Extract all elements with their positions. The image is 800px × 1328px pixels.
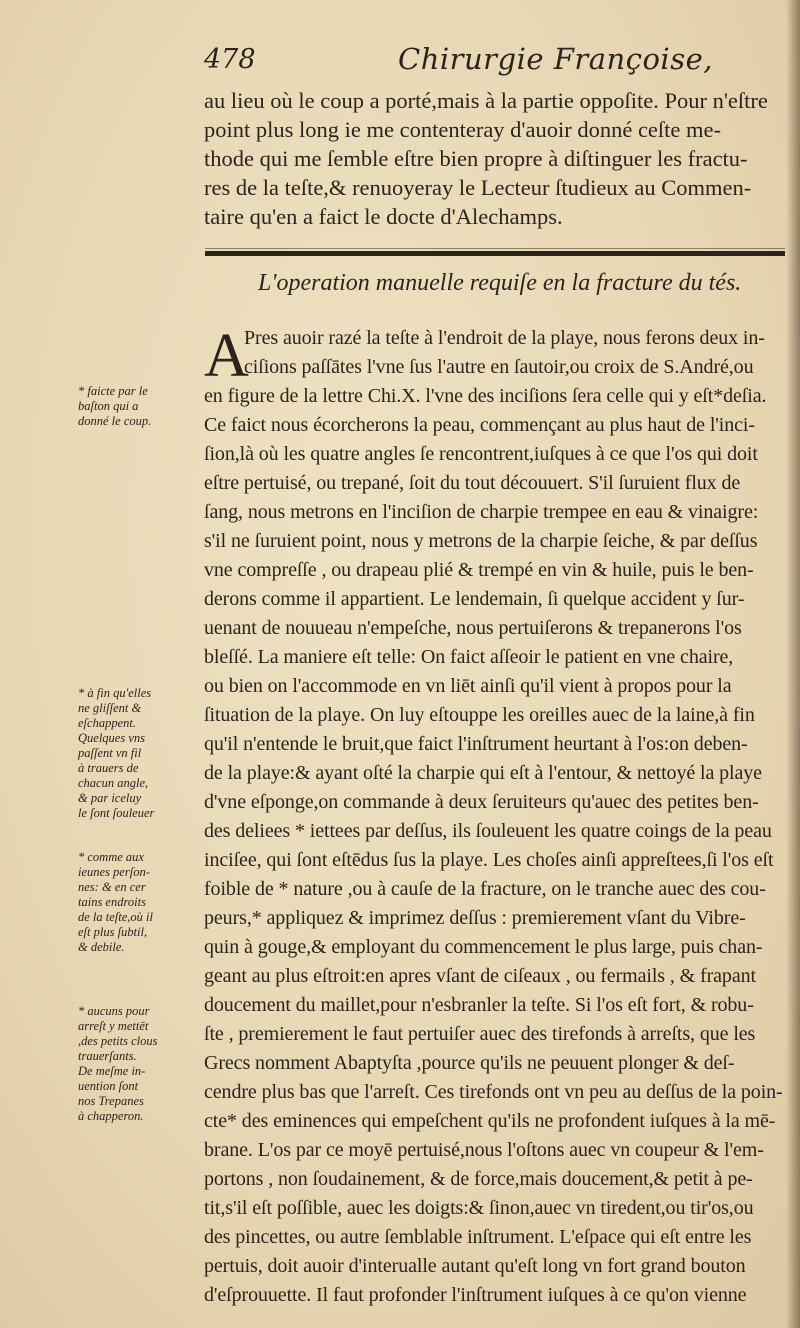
text-line: au lieu où le coup a porté,mais à la partie oppoſite. Pour n'eſtre (204, 88, 768, 113)
running-title: Chirurgie Françoise, (398, 42, 713, 76)
text-line: inciſee, qui ſont eſtēdus ſus la playe. Les choſes ainſi appreſtees,ſi l'os eſt (204, 849, 774, 871)
text-line: Grecs nomment Abaptyſta ,pource qu'ils ne peuuent plonger & deſ- (204, 1052, 735, 1074)
margin-note-line: à chapperon. (78, 1109, 144, 1123)
text-line: derons comme il appartient. Le lendemain, ſi quelque accident y ſur- (204, 588, 745, 610)
text-line: tit,s'il eſt poſſible, auec les doigts:& ſinon,auec vn tiredent,ou tir'os,ou (204, 1197, 754, 1219)
text-line: ſion,là où les quatre angles ſe rencontrent,iuſques à ce que l'os qui doit (204, 443, 758, 465)
margin-note-line: de la teſte,où il (78, 910, 153, 924)
margin-note-line: ,des petits clous (78, 1034, 158, 1048)
section-title: L'operation manuelle requiſe en la fracture du tés. (258, 270, 742, 296)
margin-note-line: paſſent vn fil (78, 746, 142, 760)
margin-note-line: uention ſont (78, 1079, 139, 1093)
text-line: taire qu'en a faict le docte d'Alechamps. (204, 204, 563, 229)
text-line: Ce faict nous écorcherons la peau, commençant au plus haut de l'inci- (204, 414, 755, 436)
margin-note (78, 850, 202, 955)
section-divider (205, 251, 785, 256)
top-paragraph (204, 86, 794, 231)
margin-note (78, 1004, 202, 1124)
text-line: doucement du maillet,pour n'esbranler la teſte. Si l'os eſt fort, & robu- (204, 994, 754, 1016)
margin-note-line: tains endroits (78, 895, 146, 909)
drop-capital: A (204, 322, 249, 390)
text-line: res de la teſte,& renuoyeray le Lecteur ſtudieux au Commen- (204, 175, 752, 200)
margin-note-line: trauerſants. (78, 1049, 137, 1063)
margin-note-line: * comme aux (78, 850, 144, 864)
text-line: ſituation de la playe. On luy eſtouppe les oreilles auec de la laine,à fin (204, 704, 755, 726)
margin-note-line: * aucuns pour (78, 1004, 150, 1018)
margin-note-line: arreſt y mettēt (78, 1019, 149, 1033)
text-line: ou bien on l'accommode en vn liēt ainſi qu'il vient à propos pour la (204, 675, 732, 697)
text-line: vne compreſſe , ou drapeau plié & trempé en vin & huile, puis le ben- (204, 559, 754, 581)
margin-note-line: * à fin qu'elles (78, 686, 152, 700)
text-line: pertuis, doit auoir d'interualle autant qu'eſt long vn fort grand bouton (204, 1255, 746, 1277)
page-number: 478 (204, 44, 256, 75)
margin-note (78, 686, 202, 821)
text-line: cendre plus bas que l'arreſt. Ces tirefonds ont vn peu au deſſus de la poin- (204, 1081, 783, 1103)
text-line: Pres auoir razé la teſte à l'endroit de la playe, nous ferons deux in- (244, 327, 765, 349)
margin-note-line: ne gliſſent & (78, 701, 142, 715)
margin-note-line: De meſme in- (78, 1064, 146, 1078)
margin-note-line: nos Trepanes (78, 1094, 144, 1108)
text-line: foible de * nature ,ou à cauſe de la fracture, on le tranche auec des cou- (204, 878, 766, 900)
text-line: d'eſprouuette. Il faut profonder l'inſtrument iuſques à ce qu'on vienne (204, 1284, 747, 1306)
text-line: cte* des eminences qui empeſchent qu'ils ne profondent iuſques à la mē- (204, 1110, 776, 1132)
text-line: des deliees * iettees par deſſus, ils ſouleuent les quatre coings de la peau (204, 820, 772, 842)
text-line: portons , non ſoudainement, & de force,mais doucement,& petit à pe- (204, 1168, 753, 1190)
margin-note-line: eſt plus ſubtil, (78, 925, 148, 939)
margin-note-line: donné le coup. (78, 414, 152, 428)
text-line: s'il ne ſuruient point, nous y metrons de la charpie ſeiche, & par deſſus (204, 530, 758, 552)
text-line: peurs,* appliquez & imprimez deſſus : premierement vſant du Vibre- (204, 907, 746, 929)
text-line: brane. L'os par ce moyē pertuisé,nous l'oſtons auec vn coupeur & l'em- (204, 1139, 764, 1161)
margin-note-line: Quelques vns (78, 731, 145, 745)
margin-note-line: eſchappent. (78, 716, 136, 730)
text-line: de la playe:& ayant oſté la charpie qui eſt à l'entour, & nettoyé la playe (204, 762, 762, 784)
text-line: uenant de nouueau n'empeſche, nous pertuiſerons & trepanerons l'os (204, 617, 742, 639)
margin-note-line: * faicte par le (78, 384, 148, 398)
text-line: des pincettes, ou autre ſemblable inſtrument. L'eſpace qui eſt entre les (204, 1226, 752, 1248)
text-line: bleſſé. La maniere eſt telle: On faict aſſeoir le patient en vne chaire, (204, 646, 734, 668)
text-line: qu'il n'entende le bruit,que faict l'inſtrument heurtant à l'os:on deben- (204, 733, 748, 755)
text-line: eſtre pertuisé, ou trepané, ſoit du tout découuert. S'il ſuruient flux de (204, 472, 741, 494)
margin-note-line: le ſont ſouleuer (78, 806, 155, 820)
text-line: geant au plus eſtroit:en apres vſant de ciſeaux , ou fermails , & frapant (204, 965, 756, 987)
margin-note-line: à trauers de (78, 761, 139, 775)
margin-note-line: & debile. (78, 940, 125, 954)
text-line: ſte , premierement le faut pertuiſer auec des tirefonds à arreſts, que les (204, 1023, 756, 1045)
margin-note-line: baſton qui a (78, 399, 139, 413)
margin-note-line: & par iceluy (78, 791, 142, 805)
text-line: quin à gouge,& employant du commencement le plus large, puis chan- (204, 936, 763, 958)
margin-note-line: ieunes perſon- (78, 865, 150, 879)
text-line: ciſions paſſātes l'vne ſus l'autre en ſautoir,ou croix de S.André,ou (244, 356, 754, 378)
text-line: point plus long ie me contenteray d'auoir donné ceſte me- (204, 117, 722, 142)
text-line: thode qui me ſemble eſtre bien propre à diſtinguer les fractu- (204, 146, 748, 171)
margin-note-line: chacun angle, (78, 776, 149, 790)
margin-note (78, 384, 202, 429)
margin-note-line: nes: & en cer (78, 880, 146, 894)
text-line: ſang, nous metrons en l'inciſion de charpie trempee en eau & vinaigre: (204, 501, 759, 523)
page-header (200, 44, 790, 88)
text-line: en figure de la lettre Chi.X. l'vne des inciſions ſera celle qui y eſt*deſia. (204, 385, 767, 407)
main-paragraph (204, 324, 794, 1310)
text-line: d'vne eſponge,on commande à deux ſeruiteurs qu'auec des petites ben- (204, 791, 759, 813)
